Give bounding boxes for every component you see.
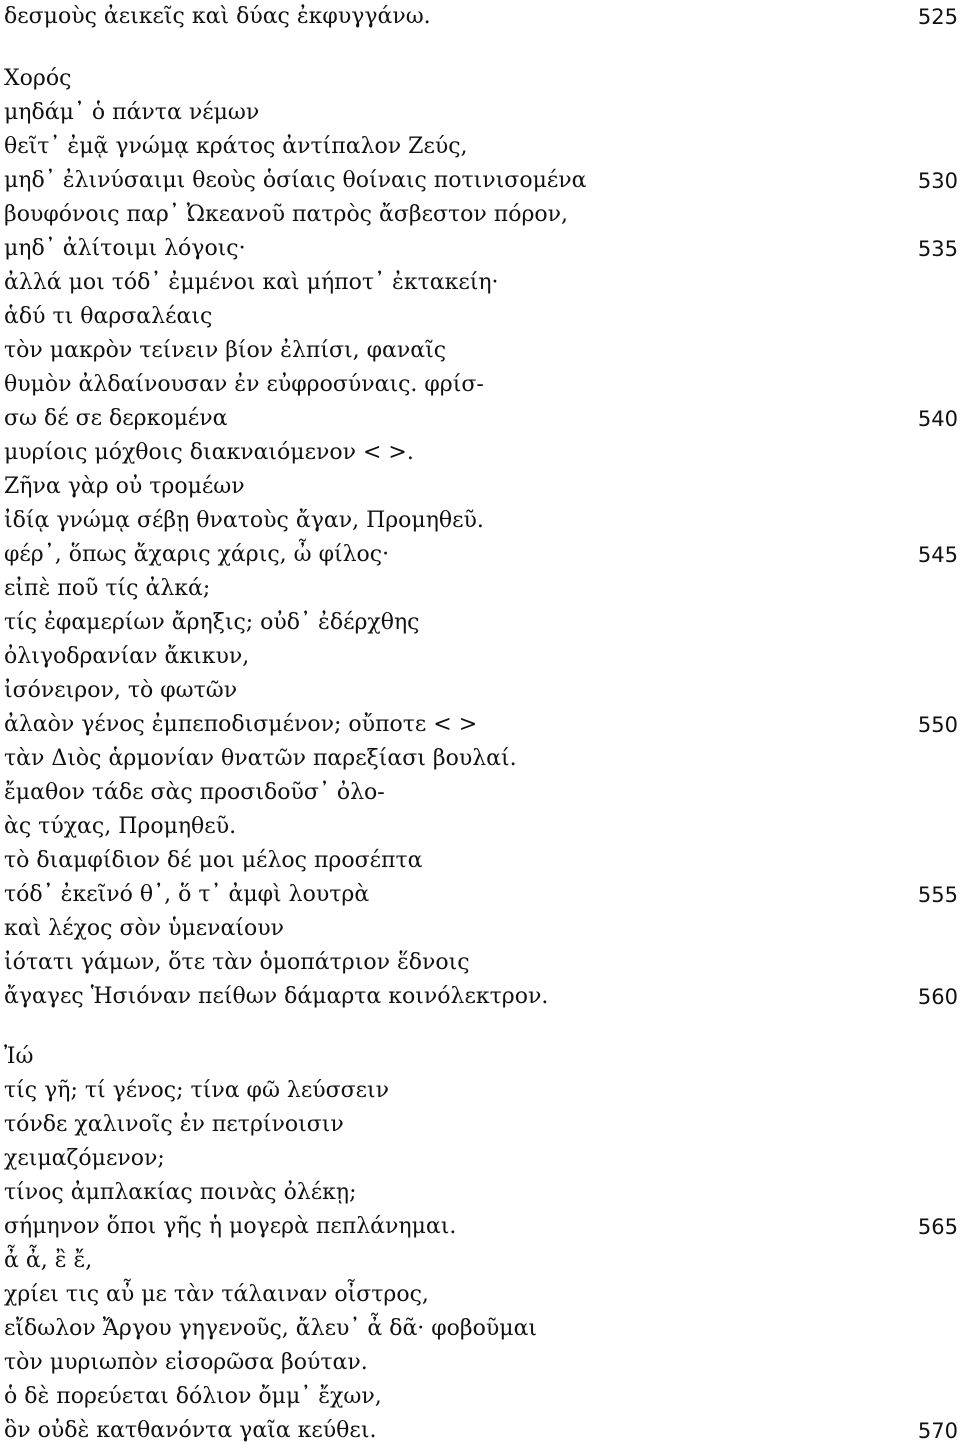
verse-line: [0, 844, 960, 878]
verse-line: [0, 878, 960, 912]
verse-line: [0, 1244, 960, 1278]
verse-line: [0, 640, 960, 674]
line-number: 535: [917, 237, 958, 261]
verse-line: [0, 164, 960, 198]
verse-line: [0, 1210, 960, 1244]
verse-text: μυρίοις μόχθοις διακναιόμενον < >.: [4, 440, 414, 465]
verse-text: μηδάμ᾽ ὁ πάντα νέμων: [4, 100, 260, 125]
verse-text: δεσμοὺς ἀεικεῖς καὶ δύας ἐκφυγγάνω.: [4, 4, 431, 29]
verse-line: [0, 980, 960, 1014]
spacer: [0, 1014, 960, 1040]
verse-text: ὰς τύχας, Προμηθεῦ.: [4, 814, 237, 839]
verse-line: [0, 436, 960, 470]
verse-text: ὁ δὲ πορεύεται δόλιον ὄμμ᾽ ἔχων,: [4, 1384, 382, 1409]
verse-line: [0, 334, 960, 368]
verse-text: ἰσόνειρον, τὸ φωτῶν: [4, 678, 238, 703]
verse-text: τόδ᾽ ἐκεῖνό θ᾽, ὅ τ᾽ ἀμφὶ λουτρὰ: [4, 882, 370, 907]
verse-text: ἀλαὸν γένος ἐμπεποδισμένον; οὔποτε < >: [4, 712, 478, 737]
line-number: 550: [917, 713, 958, 737]
verse-line: [0, 198, 960, 232]
speaker-name: Χορός: [4, 66, 72, 91]
verse-line: [0, 946, 960, 980]
verse-line: [0, 742, 960, 776]
verse-line: [0, 470, 960, 504]
verse-text: μηδ᾽ ἀλίτοιμι λόγοις·: [4, 236, 246, 261]
verse-text: τόνδε χαλινοῖς ἐν πετρίνοισιν: [4, 1112, 344, 1137]
verse-text: χειμαζόμενον;: [4, 1146, 165, 1171]
verse-line: [0, 0, 960, 34]
verse-text: Ζῆνα γὰρ οὐ τρομέων: [4, 474, 245, 499]
verse-text: ἔμαθον τάδε σὰς προσιδοῦσ᾽ ὀλο-: [4, 780, 385, 805]
verse-line: [0, 1142, 960, 1176]
verse-line: [0, 538, 960, 572]
verse-text: ἰδίᾳ γνώμᾳ σέβῃ θνατοὺς ἄγαν, Προμηθεῦ.: [4, 508, 484, 533]
spacer: [0, 34, 960, 62]
verse-text: ἆ ἆ, ἒ ἔ,: [4, 1248, 93, 1273]
line-number: 525: [917, 5, 958, 29]
line-number: 530: [917, 169, 958, 193]
verse-text: ἁδύ τι θαρσαλέαις: [4, 304, 213, 329]
verse-text: χρίει τις αὖ με τὰν τάλαιναν οἶστρος,: [4, 1282, 429, 1307]
line-number: 570: [917, 1419, 958, 1443]
speaker-name: Ἰώ: [4, 1044, 34, 1069]
verse-line: [0, 1278, 960, 1312]
verse-line: [0, 232, 960, 266]
verse-text: ἰότατι γάμων, ὅτε τὰν ὁμοπάτριον ἕδνοις: [4, 950, 470, 975]
verse-line: [0, 504, 960, 538]
verse-text: εἰπὲ ποῦ τίς ἀλκά;: [4, 576, 211, 601]
line-number: 565: [917, 1215, 958, 1239]
verse-line: [0, 776, 960, 810]
line-number: 560: [917, 985, 958, 1009]
verse-text: θυμὸν ἀλδαίνουσαν ἐν εὐφροσύναις. φρίσ-: [4, 372, 484, 397]
verse-line: [0, 572, 960, 606]
verse-text: τίς γῆ; τί γένος; τίνα φῶ λεύσσειν: [4, 1078, 390, 1103]
verse-line: [0, 1108, 960, 1142]
verse-line: [0, 96, 960, 130]
verse-line: [0, 1414, 960, 1448]
verse-line: [0, 674, 960, 708]
verse-line: [0, 402, 960, 436]
verse-text: μηδ᾽ ἐλινύσαιμι θεοὺς ὁσίαις θοίναις ποτινισομένα: [4, 168, 587, 193]
verse-line: [0, 130, 960, 164]
verse-line: [0, 1346, 960, 1380]
verse-text: τίνος ἀμπλακίας ποινὰς ὀλέκῃ;: [4, 1180, 357, 1205]
verse-text: θεῖτ᾽ ἐμᾷ γνώμᾳ κράτος ἀντίπαλον Ζεύς,: [4, 134, 468, 159]
verse-text: βουφόνοις παρ᾽ Ὠκεανοῦ πατρὸς ἄσβεστον πόρον,: [4, 202, 569, 227]
verse-text: καὶ λέχος σὸν ὑμεναίουν: [4, 916, 285, 941]
verse-text: σω δέ σε δερκομένα: [4, 406, 228, 431]
verse-line: [0, 368, 960, 402]
line-number: 555: [917, 883, 958, 907]
verse-text: τὰν Διὸς ἁρμονίαν θνατῶν παρεξίασι βουλαί.: [4, 746, 517, 771]
verse-text: τίς ἐφαμερίων ἄρηξις; οὐδ᾽ ἐδέρχθης: [4, 610, 420, 635]
verse-line: [0, 300, 960, 334]
line-number: 545: [917, 543, 958, 567]
verse-text: εἴδωλον Ἄργου γηγενοῦς, ἄλευ᾽ ἆ δᾶ· φοβοῦμαι: [4, 1316, 538, 1341]
verse-text: σήμηνον ὅποι γῆς ἡ μογερὰ πεπλάνημαι.: [4, 1214, 457, 1239]
speaker-label: [0, 62, 960, 96]
verse-line: [0, 810, 960, 844]
verse-text: τὸν μακρὸν τείνειν βίον ἐλπίσι, φαναῖς: [4, 338, 447, 363]
verse-line: [0, 912, 960, 946]
speaker-label: [0, 1040, 960, 1074]
verse-line: [0, 1380, 960, 1414]
verse-text: ὃν οὐδὲ κατθανόντα γαῖα κεύθει.: [4, 1418, 377, 1443]
verse-text: ἄγαγες Ἡσιόναν πείθων δάμαρτα κοινόλεκτρον.: [4, 984, 549, 1009]
verse-text: τὸν μυριωπὸν εἰσορῶσα βούταν.: [4, 1350, 368, 1375]
verse-line: [0, 1312, 960, 1346]
verse-text: ὀλιγοδρανίαν ἄκικυν,: [4, 644, 250, 669]
verse-line: [0, 1176, 960, 1210]
verse-line: [0, 606, 960, 640]
line-number: 540: [917, 407, 958, 431]
verse-text: φέρ᾽, ὅπως ἄχαρις χάρις, ὦ φίλος·: [4, 542, 390, 567]
verse-text: ἀλλά μοι τόδ᾽ ἐμμένοι καὶ μήποτ᾽ ἐκτακείη·: [4, 270, 499, 295]
verse-line: [0, 1074, 960, 1108]
verse-line: [0, 708, 960, 742]
verse-line: [0, 266, 960, 300]
verse-text: τὸ διαμφίδιον δέ μοι μέλος προσέπτα: [4, 848, 423, 873]
